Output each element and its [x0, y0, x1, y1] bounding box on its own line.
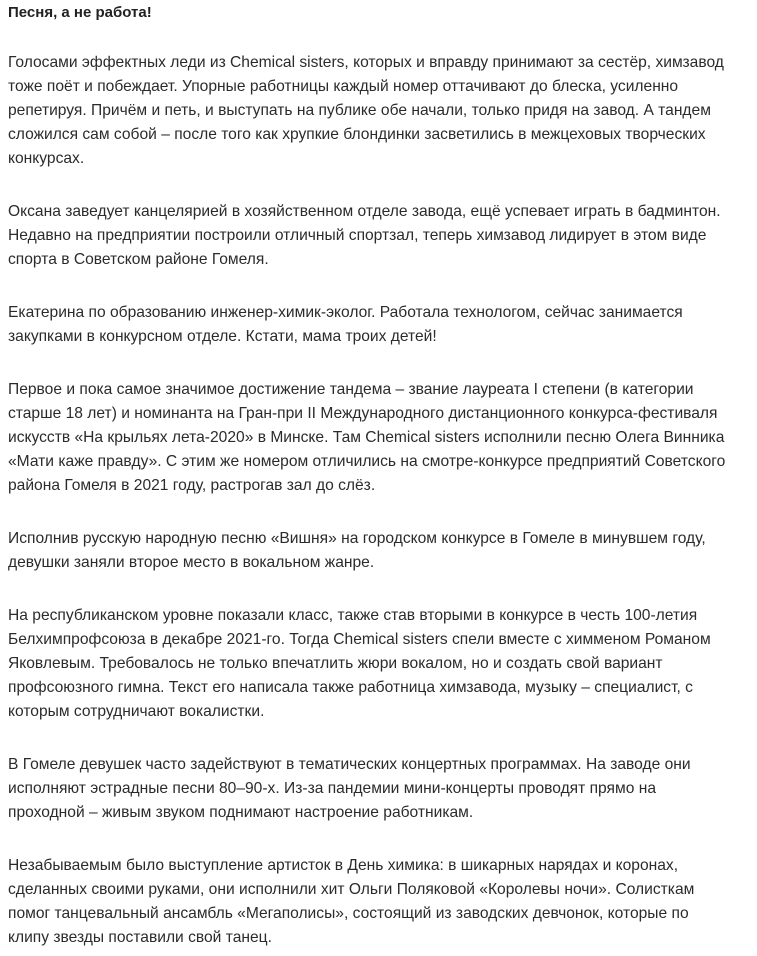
paragraph-line: сделанных своими руками, они исполнили хит Ольги Поляковой «Королевы ночи». Солисткам [8, 881, 695, 898]
paragraph-line: искусств «На крыльях лета-2020» в Минске. Там Chemical sisters исполнили песню Олега Винника [8, 429, 725, 446]
paragraph-line: закупками в конкурсном отделе. Кстати, мама троих детей! [8, 328, 437, 345]
paragraph-line: помог танцевальный ансамбль «Мегаполисы», состоящий из заводских девчонок, которые по [8, 905, 689, 922]
paragraph-line: репетируя. Причём и петь, и выступать на публике обе начали, только придя на завод. А тандем [8, 102, 711, 119]
paragraph-line: тоже поёт и побеждает. Упорные работницы каждый номер оттачивают до блеска, усиленно [8, 78, 679, 95]
paragraph-line: клипу звезды поставили свой танец. [8, 929, 272, 946]
paragraph-line: На республиканском уровне показали класс, также став вторыми в конкурсе в честь 100-летия [8, 607, 698, 624]
paragraph-line: сложился сам собой – после того как хрупкие блондинки засветились в межцеховых творческих [8, 126, 706, 143]
paragraph [8, 51, 749, 171]
paragraph-line: «Мати каже правду». С этим же номером отличились на смотре-конкурсе предприятий Советского [8, 453, 726, 470]
paragraph [8, 753, 749, 825]
paragraph-line: В Гомеле девушек часто задействуют в тематических концертных программах. На заводе они [8, 756, 691, 773]
paragraph-line: Яковлевым. Требовалось не только впечатлить жюри вокалом, но и создать свой вариант [8, 655, 663, 672]
paragraph-line: проходной – живым звуком поднимают настроение работникам. [8, 804, 474, 821]
paragraph [8, 378, 749, 498]
paragraph-line: Недавно на предприятии построили отличный спортзал, теперь химзавод лидирует в этом виде [8, 227, 707, 244]
paragraph-line: профсоюзного гимна. Текст его написала также работница химзавода, музыку – специалист, с [8, 679, 693, 696]
paragraph-line: Первое и пока самое значимое достижение тандема – звание лауреата I степени (в категории [8, 381, 694, 398]
paragraph-line: которым сотрудничают вокалистки. [8, 703, 265, 720]
paragraph [8, 200, 749, 272]
paragraph-line: Оксана заведует канцелярией в хозяйственном отделе завода, ещё успевает играть в бадминтон. [8, 203, 721, 220]
paragraph [8, 604, 749, 724]
paragraph-line: Екатерина по образованию инженер-химик-эколог. Работала технологом, сейчас занимается [8, 304, 683, 321]
paragraph-list [8, 51, 749, 950]
paragraph-line: района Гомеля в 2021 году, растрогав зал до слёз. [8, 477, 376, 494]
paragraph-line: Голосами эффектных леди из Chemical sisters, которых и вправду принимают за сестёр, химзавод [8, 54, 724, 71]
paragraph-line: Белхимпрофсоюза в декабре 2021-го. Тогда Chemical sisters спели вместе с химменом Романом [8, 631, 711, 648]
paragraph-line: Исполнив русскую народную песню «Вишня» на городском конкурсе в Гомеле в минувшем году, [8, 530, 706, 547]
paragraph [8, 301, 749, 349]
article [0, 1, 757, 950]
paragraph [8, 854, 749, 950]
paragraph-line: исполняют эстрадные песни 80–90-х. Из-за пандемии мини-концерты проводят прямо на [8, 780, 657, 797]
section-heading: Песня, а не работа! [8, 4, 152, 21]
paragraph-line: Незабываемым было выступление артисток в День химика: в шикарных нарядах и коронах, [8, 857, 679, 874]
paragraph-line: спорта в Советском районе Гомеля. [8, 251, 269, 268]
paragraph [8, 527, 749, 575]
paragraph-line: конкурсах. [8, 150, 85, 167]
paragraph-line: старше 18 лет) и номинанта на Гран-при II Международного дистанционного конкурса-фестиваля [8, 405, 718, 422]
paragraph-line: девушки заняли второе место в вокальном жанре. [8, 554, 375, 571]
